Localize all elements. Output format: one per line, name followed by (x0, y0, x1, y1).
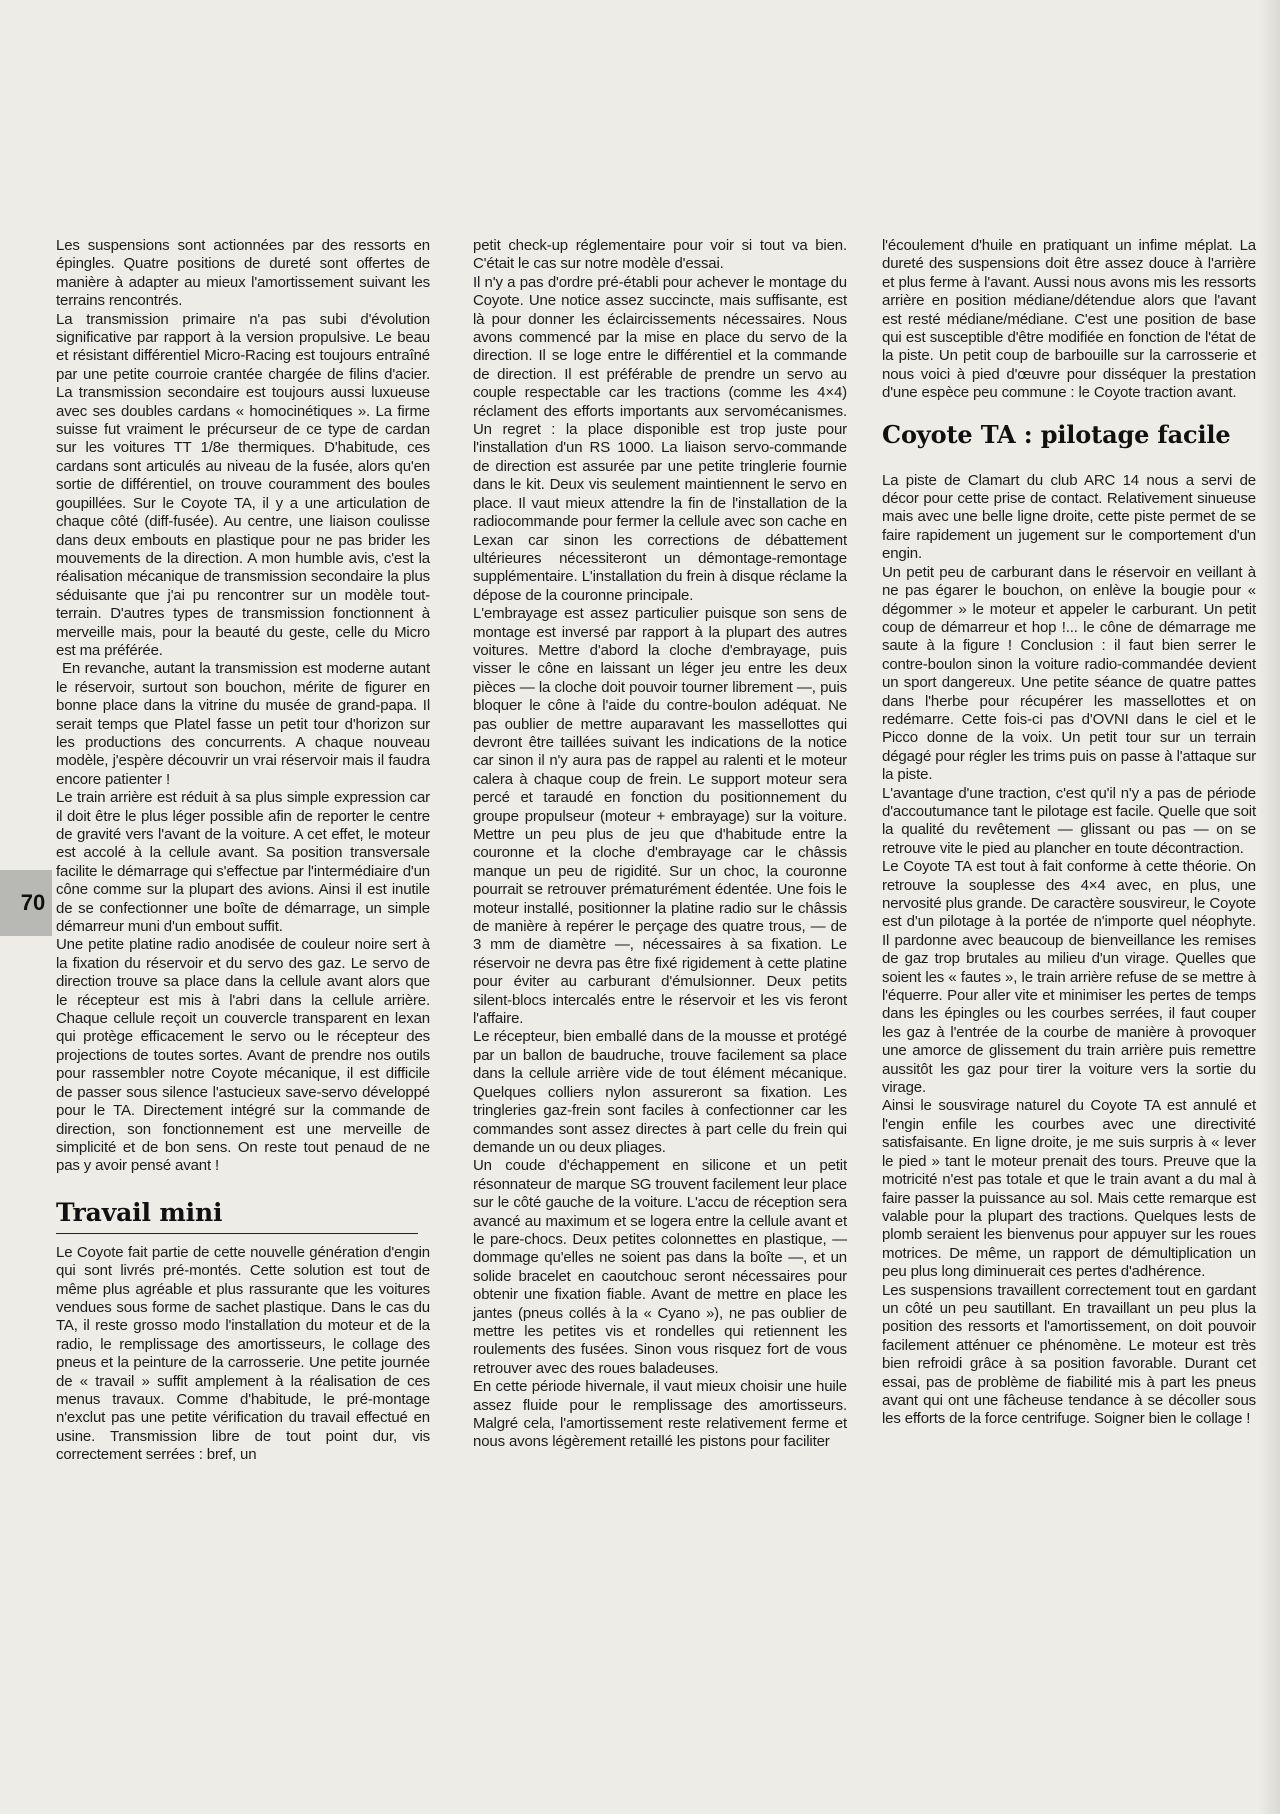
page-number: 70 (20, 890, 46, 915)
paragraph: En cette période hivernale, il vaut mieux choisir une huile assez fluide pour le remplissage des amortisseurs. Malgré cela, l'amortissement reste relativement ferme et nous avons légèrement retaillé les pistons pour faciliter (473, 1378, 847, 1451)
paragraph: La piste de Clamart du club ARC 14 nous a servi de décor pour cette prise de contact. Relativement sinueuse mais avec une belle ligne droite, cette piste permet de se faire rapidement un jugement sur le comportement d'un engin. (882, 471, 1256, 563)
column-middle (473, 237, 847, 1452)
heading-rule (56, 1233, 418, 1234)
paragraph: L'embrayage est assez particulier puisque son sens de montage est inversé par rapport à la plupart des autres voitures. Mettre d'abord la cloche d'embrayage, puis visser le cône en laissant un léger jeu entre les deux pièces — la cloche doit pouvoir tourner librement —, puis bloquer le cône à l'aide du contre-boulon adéquat. Ne pas oublier de mettre auparavant les massellottes qui devront être taillées suivant les indications de la notice car sinon il n'y aura pas de rappel au ralenti et le moteur calera à chaque coup de frein. Le support moteur sera percé et taraudé en fonction du positionnement du groupe propulseur (moteur + embrayage) sur la voiture. Mettre un peu plus de jeu que d'habitude entre la couronne et la cloche d'embrayage car le châssis manque un peu de rigidité. Sur un choc, la couronne pourrait se retrouver prématurément édentée. Une fois le moteur installé, positionner la platine radio sur le châssis de manière à repérer le perçage des quatre trous, — de 3 mm de diamètre —, nécessaires à sa fixation. Le réservoir ne devra pas être fixé rigidement à cette platine pour éviter au carburant d'émulsionner. Deux petits silent-blocs intercalés entre le réservoir et les vis feront l'affaire. (473, 605, 847, 1028)
paragraph: l'écoulement d'huile en pratiquant un infime méplat. La dureté des suspensions doit être assez douce à l'arrière et plus ferme à l'avant. Aussi nous avons mis les ressorts arrière en position médiane/détendue alors que l'avant est resté médiane/médiane. C'est une position de base qui est susceptible d'être modifiée en fonction de l'état de la piste. Un petit coup de barbouille sur la carrosserie et nous voici à pied d'œuvre pour disséquer la prestation d'une espèce peu commune : le Coyote traction avant. (882, 237, 1256, 402)
paragraph: Le Coyote TA est tout à fait conforme à cette théorie. On retrouve la souplesse des 4×4 avec, en plus, une nervosité plus grande. De caractère sousvireur, le Coyote est d'un pilotage à la portée de n'importe quel néophyte. Il pardonne avec beaucoup de bienveillance les remises de gaz trop brutales au milieu d'un virage. Quelles que soient les « fautes », le train arrière refuse de se mettre à l'équerre. Pour aller vite et minimiser les pertes de temps dans les épingles ou les courbes serrées, il faut couper les gaz à l'entrée de la courbe de manière à provoquer une amorce de glissement du train arrière puis remettre aussitôt les gaz pour tirer la voiture vers la sortie du virage. (882, 858, 1256, 1097)
paragraph: Un coude d'échappement en silicone et un petit résonnateur de marque SG trouvent facilement leur place sur le côté gauche de la voiture. L'accu de réception sera avancé au maximum et se logera entre la cellule avant et le pare-chocs. Deux petites colonnettes en plastique, — dommage qu'elles ne soient pas dans la boîte —, et un solide bracelet en caoutchouc seront nécessaires pour obtenir une fixation fiable. Avant de mettre en place les jantes (pneus collés à la « Cyano »), ne pas oublier de mettre les petites vis et rondelles qui retiennent les roulements des fusées. Sinon vous risquez fort de vous retrouver avec des roues baladeuses. (473, 1157, 847, 1377)
section-title: Travail mini (56, 1197, 223, 1227)
paragraph: En revanche, autant la transmission est moderne autant le réservoir, surtout son bouchon, mérite de figurer en bonne place dans la vitrine du musée de grand-papa. Il serait temps que Platel fasse un petit tour d'horizon sur les productions des concurrents. A chaque nouveau modèle, j'espère découvrir un vrai réservoir mais il faudra encore patienter ! (56, 660, 430, 788)
section-title: Coyote TA : pilotage facile (882, 419, 1231, 449)
paragraph: Une petite platine radio anodisée de couleur noire sert à la fixation du réservoir et du servo des gaz. Le servo de direction trouve sa place dans la cellule avant alors que le récepteur est mis à l'abri dans la cellule arrière. Chaque cellule reçoit un couvercle transparent en lexan qui protège efficacement le servo ou le récepteur des projections de toutes sortes. Avant de prendre nos outils pour rassembler notre Coyote mécanique, il est difficile de passer sous silence l'astucieux save-servo développé pour le TA. Directement intégré sur la commande de direction, son fonctionnement est une merveille de simplicité et de bon sens. On reste tout penaud de ne pas y avoir pensé avant ! (56, 936, 430, 1175)
page-number-tab (0, 870, 52, 936)
page-edge-shadow (1258, 0, 1280, 1814)
section-heading-coyote (882, 419, 1256, 450)
paragraph: Il n'y a pas d'ordre pré-établi pour achever le montage du Coyote. Une notice assez succincte, mais suffisante, est là pour donner les éclaircissements nécessaires. Nous avons commencé par la mise en place du servo de la direction. Il se loge entre le différentiel et la commande de direction. Il est préférable de prendre un servo au couple respectable car les tractions (comme les 4×4) réclament des efforts importants aux servomécanismes. Un regret : la place disponible est trop juste pour l'installation d'un RS 1000. La liaison servo-commande de direction est assurée par une petite tringlerie fournie dans le kit. Deux vis seulement maintiennent le servo en place. Il vaut mieux attendre la fin de l'installation de la radiocommande pour fermer la cellule avec son cache en Lexan car sinon les corrections de débattement ultérieures nécessiteront un démontage-remontage supplémentaire. L'installation du frein à disque réclame la dépose de la couronne principale. (473, 273, 847, 604)
paragraph: Le Coyote fait partie de cette nouvelle génération d'engin qui sont livrés pré-montés. Cette solution est tout de même plus agréable et plus rassurante que les voitures vendues sous forme de sachet plastique. Dans le cas du TA, il reste grosso modo l'installation du moteur et de la radio, le remplissage des amortisseurs, le collage des pneus et la peinture de la carrosserie. Une petite journée de « travail » suffit amplement à la réalisation de ces menus travaux. Comme d'habitude, le pré-montage n'exclut pas une petite vérification du travail effectué en usine. Transmission libre de tout point dur, vis correctement serrées : bref, un (56, 1243, 430, 1464)
paragraph: La transmission primaire n'a pas subi d'évolution significative par rapport à la version propulsive. Le beau et résistant différentiel Micro-Racing est toujours entraîné par une petite courroie crantée chargée de filins d'acier. La transmission secondaire est toujours aussi luxueuse avec ses doubles cardans « homocinétiques ». La firme suisse fut vraiment le précurseur de ce type de cardan sur les voitures TT 1/8e thermiques. D'habitude, ces cardans sont articulés au niveau de la fusée, alors qu'en sortie de différentiel, on trouve couramment des boules goupillées. Sur le Coyote TA, il y a une articulation de chaque côté (diff-fusée). Au centre, une liaison coulisse dans deux embouts en plastique pour ne pas brider les mouvements de la direction. A mon humble avis, c'est la réalisation mécanique de transmission secondaire la plus séduisante que j'ai pu rencontrer sur un modèle tout-terrain. D'autres types de transmission fonctionnent à merveille mais, pour la beauté du geste, celle du Micro est ma préférée. (56, 310, 430, 659)
paragraph: Ainsi le sousvirage naturel du Coyote TA est annulé et l'engin enfile les courbes avec une directivité satisfaisante. En ligne droite, je me suis surpris à « lever le pied » tant le moteur prenait des tours. Preuve que la motricité n'est pas totale et que le train avant a du mal à faire passer la puissance au sol. Mais cette remarque est valable pour la plupart des tractions. Quelques lests de plomb seraient les bienvenus pour appuyer sur les roues motrices. De même, un rapport de démultiplication un peu plus long diminuerait ces pertes d'adhérence. (882, 1097, 1256, 1281)
paragraph: Le récepteur, bien emballé dans de la mousse et protégé par un ballon de baudruche, trouve facilement sa place dans la cellule arrière vide de tout élément mécanique. Quelques colliers nylon assureront sa fixation. Les tringleries gaz-frein sont faciles à confectionner car les commandes sont assez directes à part celle du frein qui demande un ou deux pliages. (473, 1028, 847, 1156)
paragraph: Les suspensions travaillent correctement tout en gardant un côté un peu sautillant. En travaillant un peu plus la position des ressorts et l'amortissement, on doit pouvoir facilement atténuer ce phénomène. Le moteur est très bien refroidi grâce à sa position favorable. Durant cet essai, pas de problème de fiabilité mis à part les pneus avant qui ont une fâcheuse tendance à se décoller sous les efforts de la force centrifuge. Soigner bien le collage ! (882, 1281, 1256, 1428)
column-left (56, 237, 430, 1465)
paragraph: L'avantage d'une traction, c'est qu'il n'y a pas de période d'accoutumance tant le pilotage est facile. Quelle que soit la qualité du revêtement — glissant ou pas — on se retrouve vite le pied au plancher en toute décontraction. (882, 784, 1256, 857)
paragraph: Un petit peu de carburant dans le réservoir en veillant à ne pas égarer le bouchon, on enlève la bougie pour « dégommer » le moteur et appeler le carburant. Un petit coup de démarreur et hop !... le cône de démarrage me saute à la figure ! Conclusion : il faut bien serrer le contre-boulon sinon la voiture radio-commandée devient un sport dangereux. Une petite séance de quatre pattes dans l'herbe pour récupérer les massellottes et on redémarre. Cette fois-ci pas d'OVNI dans le ciel et le Picco donne de la voix. Un petit tour sur un terrain dégagé pour régler les trims puis on passe à l'attaque sur la piste. (882, 563, 1256, 784)
paragraph: Le train arrière est réduit à sa plus simple expression car il doit être le plus léger possible afin de reporter le centre de gravité vers l'avant de la voiture. A cet effet, le moteur est accolé à la cellule avant. Sa position transversale facilite le démarrage qui s'effectue par l'intermédiaire d'un cône comme sur la plupart des avions. Ainsi il est inutile de se confectionner une boîte de démarrage, un simple démarreur muni d'un embout suffit. (56, 789, 430, 936)
column-right (882, 237, 1256, 1429)
paragraph: petit check-up réglementaire pour voir si tout va bien. C'était le cas sur notre modèle d'essai. (473, 237, 847, 273)
paragraph: Les suspensions sont actionnées par des ressorts en épingles. Quatre positions de dureté sont offertes de manière à adapter au mieux l'amortissement suivant les terrains rencontrés. (56, 237, 430, 310)
section-heading-travail (56, 1198, 430, 1234)
